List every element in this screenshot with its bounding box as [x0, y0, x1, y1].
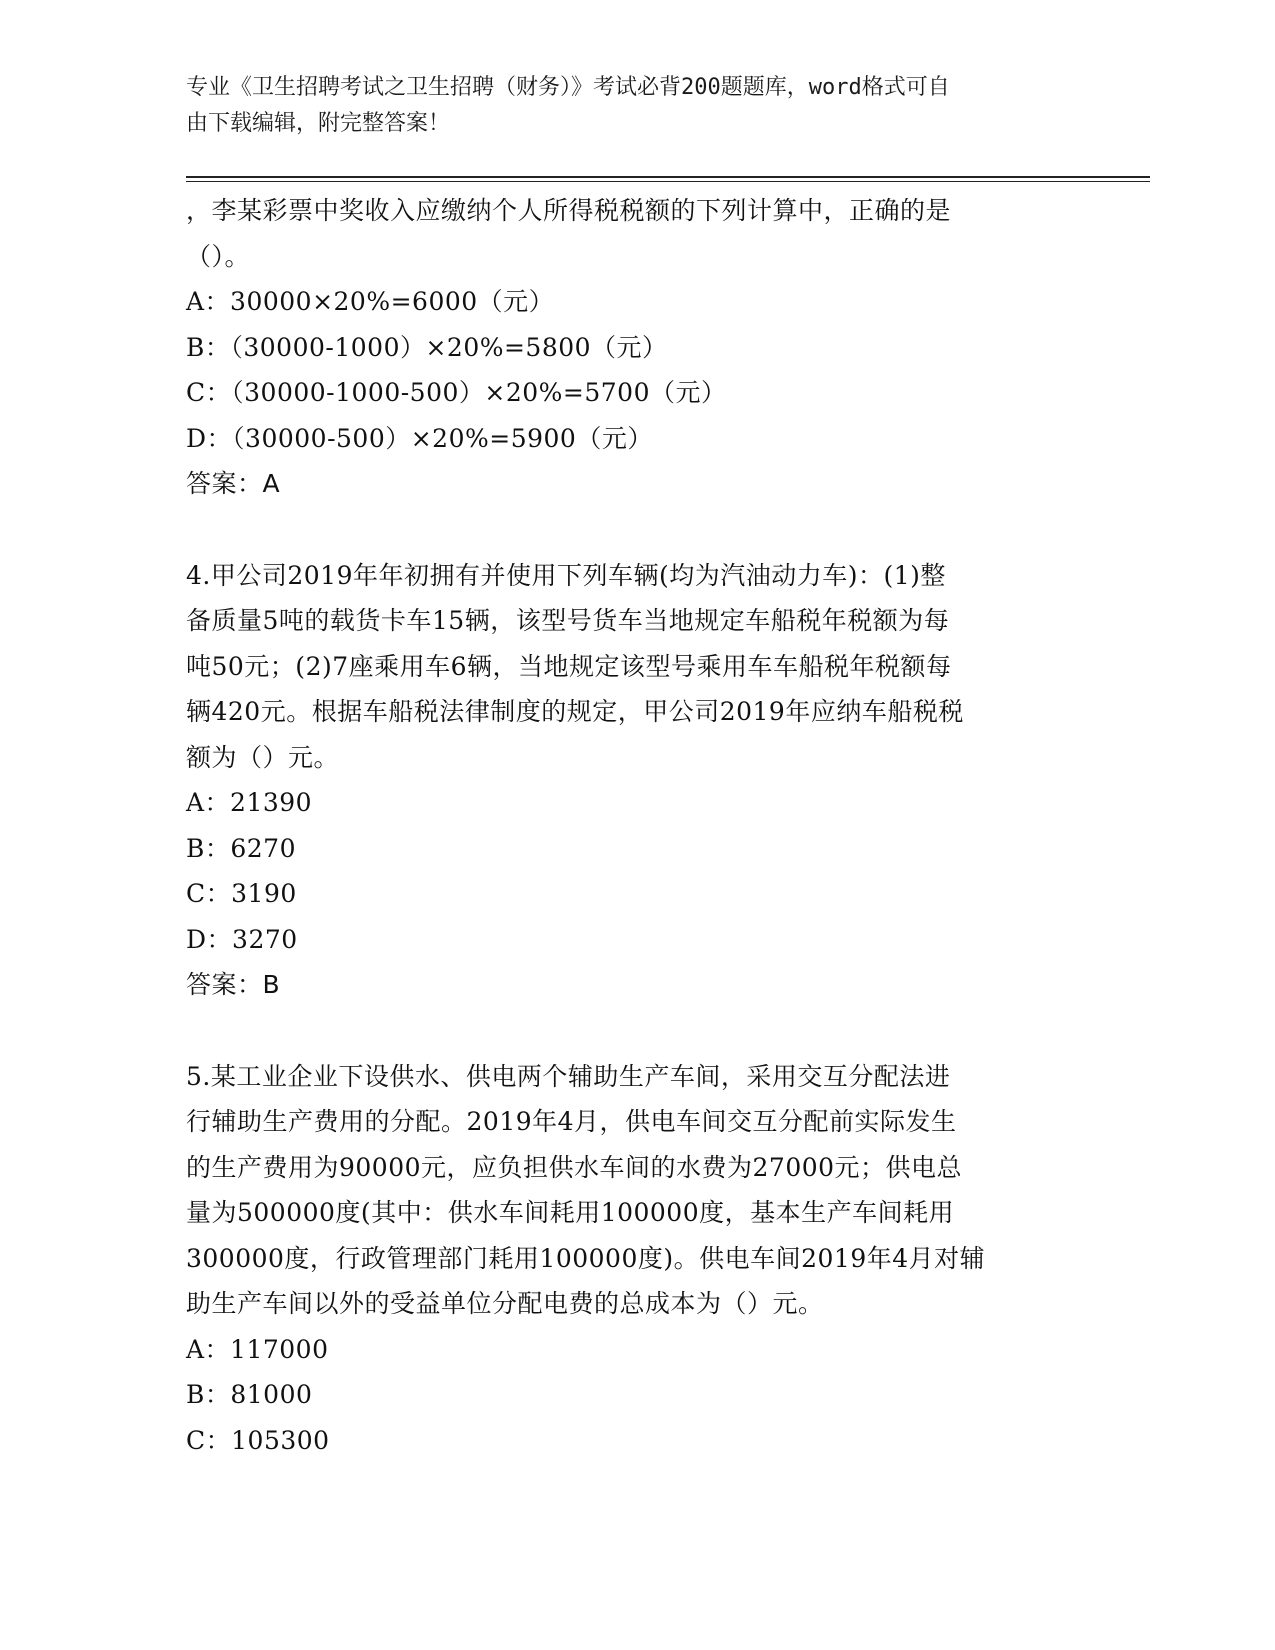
question-3-option-d: D：（30000-500）×20%=5900（元）	[186, 423, 653, 453]
document-body	[186, 188, 1076, 1463]
question-5-stem-line-2: 行辅助生产费用的分配。2019年4月，供电车间交互分配前实际发生	[186, 1107, 957, 1136]
question-3-stem-line-1: ，李某彩票中奖收入应缴纳个人所得税税额的下列计算中，正确的是	[186, 196, 952, 225]
document-header	[186, 70, 1066, 142]
question-3	[186, 188, 1076, 507]
question-5-option-b: B：81000	[186, 1380, 313, 1409]
question-5-stem-line-6: 助生产车间以外的受益单位分配电费的总成本为（）元。	[186, 1289, 824, 1318]
question-4-stem-line-1: 4.甲公司2019年年初拥有并使用下列车辆(均为汽油动力车)：(1)整	[186, 560, 946, 590]
question-5	[186, 1054, 1076, 1464]
header-divider-thin	[186, 181, 1150, 182]
question-5-option-a: A：117000	[186, 1334, 329, 1364]
question-5-stem-line-5: 300000度，行政管理部门耗用100000度)。供电车间2019年4月对辅	[186, 1243, 986, 1273]
question-4	[186, 553, 1076, 1008]
header-divider-thick	[186, 176, 1150, 178]
question-4-stem-line-2: 备质量5吨的载货卡车15辆，该型号货车当地规定车船税年税额为每	[186, 606, 950, 635]
question-5-stem-line-3: 的生产费用为90000元，应负担供水车间的水费为27000元；供电总	[186, 1152, 963, 1182]
question-4-stem-line-4: 辆420元。根据车船税法律制度的规定，甲公司2019年应纳车船税税	[186, 697, 964, 726]
question-4-stem-line-5: 额为（）元。	[186, 742, 340, 772]
header-line-1: 专业《卫生招聘考试之卫生招聘（财务）》考试必背200题题库，word格式可自	[186, 75, 950, 100]
spacer	[186, 507, 1076, 553]
question-5-option-c: C：105300	[186, 1425, 330, 1455]
question-3-option-a: A：30000×20%=6000（元）	[186, 287, 555, 316]
question-3-answer: 答案：A	[186, 469, 281, 498]
spacer	[186, 1008, 1076, 1054]
question-4-option-b: B：6270	[186, 833, 296, 863]
question-3-stem-line-2: （）。	[186, 241, 251, 271]
header-line-2: 由下载编辑，附完整答案！	[186, 111, 451, 136]
question-5-stem-line-1: 5.某工业企业下设供水、供电两个辅助生产车间，采用交互分配法进	[186, 1061, 951, 1091]
question-3-option-c: C：（30000-1000-500）×20%=5700（元）	[186, 378, 727, 407]
question-3-option-b: B：（30000-1000）×20%=5800（元）	[186, 332, 668, 362]
question-5-stem-line-4: 量为500000度(其中：供水车间耗用100000度，基本生产车间耗用	[186, 1198, 955, 1227]
question-4-option-a: A：21390	[186, 788, 313, 817]
question-4-stem-line-3: 吨50元；(2)7座乘用车6辆，当地规定该型号乘用车车船税年税额每	[186, 651, 952, 681]
question-4-option-c: C：3190	[186, 879, 297, 908]
question-4-option-d: D：3270	[186, 924, 298, 954]
question-4-answer: 答案：B	[186, 970, 281, 999]
